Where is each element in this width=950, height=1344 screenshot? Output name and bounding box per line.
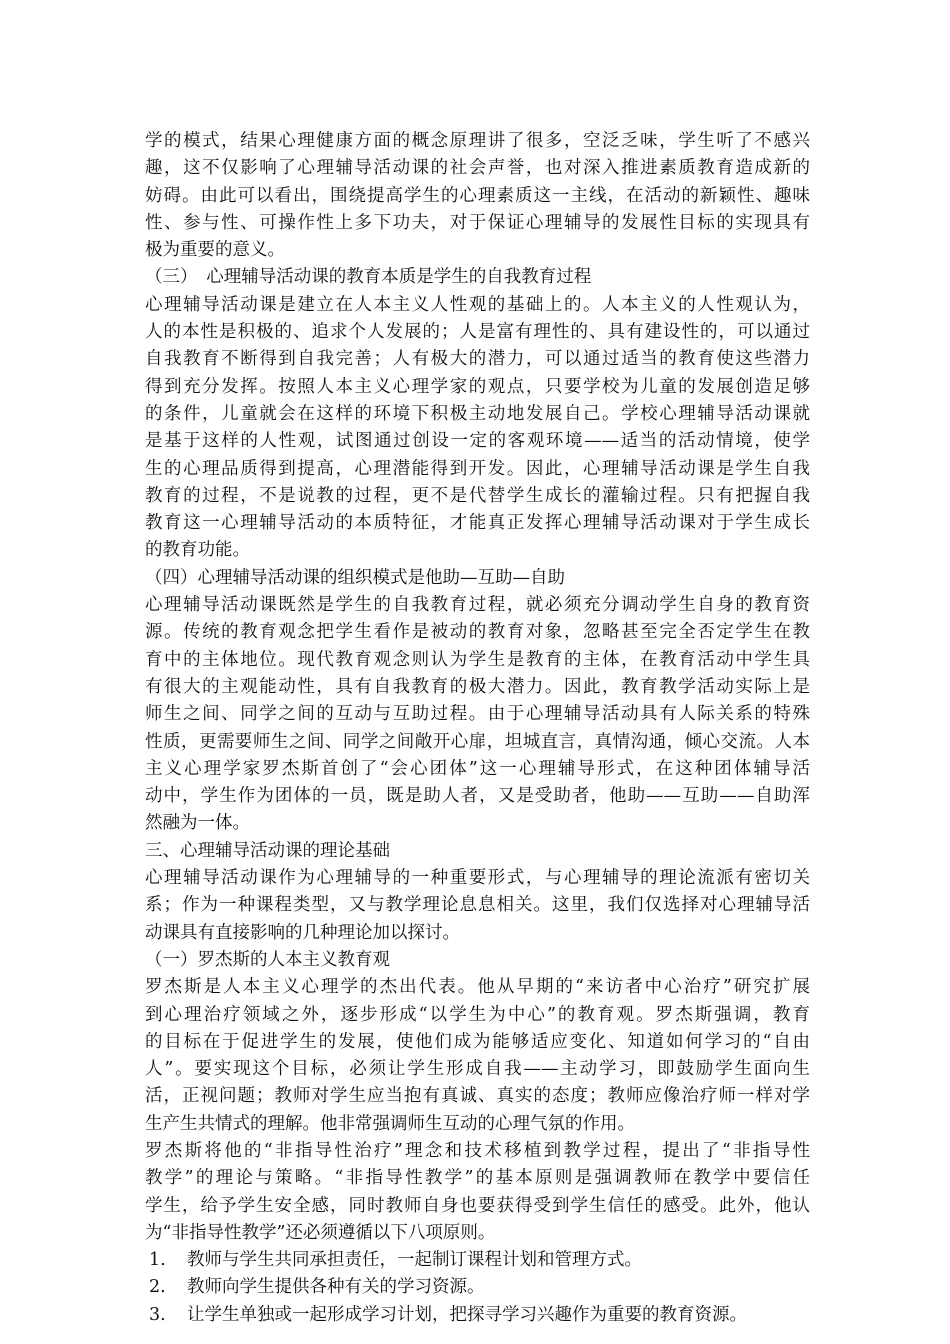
text-line: 生的心理品质得到提高，心理潜能得到开发。因此，心理辅导活动课是学生自我 xyxy=(145,458,810,479)
text-line: 的目标在于促进学生的发展，使他们成为能够适应变化、知道如何学习的“自由 xyxy=(145,1031,810,1052)
text-line: 源。传统的教育观念把学生看作是被动的教育对象，忽略甚至完全否定学生在教 xyxy=(145,622,810,643)
text-line: 学生，给予学生安全感，同时教师自身也要获得受到学生信任的感受。此外，他认 xyxy=(145,1195,810,1216)
text-line: 罗杰斯将他的“非指导性治疗”理念和技术移植到教学过程，提出了“非指导性 xyxy=(145,1140,810,1161)
text-line: （三） 心理辅导活动课的教育本质是学生的自我教育过程 xyxy=(145,267,592,288)
text-line: 活，正视问题；教师对学生应当抱有真诚、真实的态度；教师应像治疗师一样对学 xyxy=(145,1086,810,1107)
list-item xyxy=(145,1247,810,1274)
text-line: 妨碍。由此可以看出，围绕提高学生的心理素质这一主线，在活动的新颖性、趣味 xyxy=(145,185,810,206)
text-line: 得到充分发挥。按照人本主义心理学家的观点，只要学校为儿童的发展创造足够 xyxy=(145,376,810,397)
text-line: 主义心理学家罗杰斯首创了“会心团体”这一心理辅导形式，在这种团体辅导活 xyxy=(145,758,810,779)
text-line: 罗杰斯是人本主义心理学的杰出代表。他从早期的“来访者中心治疗”研究扩展 xyxy=(145,977,810,998)
text-line: 的教育功能。 xyxy=(145,540,250,561)
list-item-text: 教师向学生提供各种有关的学习资源。 xyxy=(187,1277,485,1298)
text-line: 教育这一心理辅导活动的本质特征，才能真正发挥心理辅导活动课对于学生成长 xyxy=(145,513,810,534)
list-item xyxy=(145,1274,810,1301)
text-line: 人”。要实现这个目标，必须让学生形成自我——主动学习，即鼓励学生面向生 xyxy=(145,1059,810,1080)
document-body xyxy=(145,128,810,1329)
text-line: 自我教育不断得到自我完善；人有极大的潜力，可以通过适当的教育使这些潜力 xyxy=(145,349,810,370)
text-line: 动中，学生作为团体的一员，既是助人者，又是受助者，他助——互助——自助浑 xyxy=(145,786,810,807)
text-line: （一）罗杰斯的人本主义教育观 xyxy=(145,949,390,970)
text-line: 育中的主体地位。现代教育观念则认为学生是教育的主体，在教育活动中学生具 xyxy=(145,649,810,670)
text-line: 系；作为一种课程类型，又与教学理论息息相关。这里，我们仅选择对心理辅导活 xyxy=(145,895,810,916)
text-line: 生产生共情式的理解。他非常强调师生互动的心理气氛的作用。 xyxy=(145,1113,635,1134)
list-item-text: 教师与学生共同承担责任，一起制订课程计划和管理方式。 xyxy=(187,1250,642,1271)
list-item-number: 1. xyxy=(149,1250,166,1271)
text-line: 有很大的主观能动性，具有自我教育的极大潜力。因此，教育教学活动实际上是 xyxy=(145,676,810,697)
text-line: 性质，更需要师生之间、同学之间敞开心扉，坦城直言，真情沟通，倾心交流。人本 xyxy=(145,731,810,752)
text-line: 到心理治疗领域之外，逐步形成“以学生为中心”的教育观。罗杰斯强调，教育 xyxy=(145,1004,810,1025)
text-line: 动课具有直接影响的几种理论加以探讨。 xyxy=(145,922,460,943)
text-line: 极为重要的意义。 xyxy=(145,240,285,261)
text-line: 教育的过程，不是说教的过程，更不是代替学生成长的灌输过程。只有把握自我 xyxy=(145,485,810,506)
text-line: 然融为一体。 xyxy=(145,813,250,834)
list-item-number: 2. xyxy=(149,1277,166,1298)
text-line: 心理辅导活动课既然是学生的自我教育过程，就必须充分调动学生自身的教育资 xyxy=(145,595,810,616)
text-line: 人的本性是积极的、追求个人发展的；人是富有理性的、具有建设性的，可以通过 xyxy=(145,322,810,343)
text-line: 师生之间、同学之间的互动与互助过程。由于心理辅导活动具有人际关系的特殊 xyxy=(145,704,810,725)
list-item-number: 3. xyxy=(149,1304,166,1325)
text-line: 学的模式，结果心理健康方面的概念原理讲了很多，空泛乏味，学生听了不感兴 xyxy=(145,131,810,151)
text-line: 性、参与性、可操作性上多下功夫，对于保证心理辅导的发展性目标的实现具有 xyxy=(145,212,810,233)
text-line: 教学”的理论与策略。“非指导性教学”的基本原则是强调教师在教学中要信任 xyxy=(145,1168,810,1189)
text-line: 趣，这不仅影响了心理辅导活动课的社会声誉，也对深入推进素质教育造成新的 xyxy=(145,158,810,179)
list-item-text: 让学生单独或一起形成学习计划，把探寻学习兴趣作为重要的教育资源。 xyxy=(187,1304,747,1325)
text-line: （四）心理辅导活动课的组织模式是他助—互助—自助 xyxy=(145,567,565,588)
list-item xyxy=(145,1302,810,1329)
text-line: 心理辅导活动课是建立在人本主义人性观的基础上的。人本主义的人性观认为， xyxy=(145,294,810,315)
text-line: 三、心理辅导活动课的理论基础 xyxy=(145,840,390,861)
text-line: 的条件，儿童就会在这样的环境下积极主动地发展自己。学校心理辅导活动课就 xyxy=(145,403,810,424)
text-line: 为“非指导性教学”还必须遵循以下八项原则。 xyxy=(145,1222,496,1243)
text-line: 心理辅导活动课作为心理辅导的一种重要形式，与心理辅导的理论流派有密切关 xyxy=(145,868,810,889)
text-line: 是基于这样的人性观，试图通过创设一定的客观环境——适当的活动情境，使学 xyxy=(145,431,810,452)
